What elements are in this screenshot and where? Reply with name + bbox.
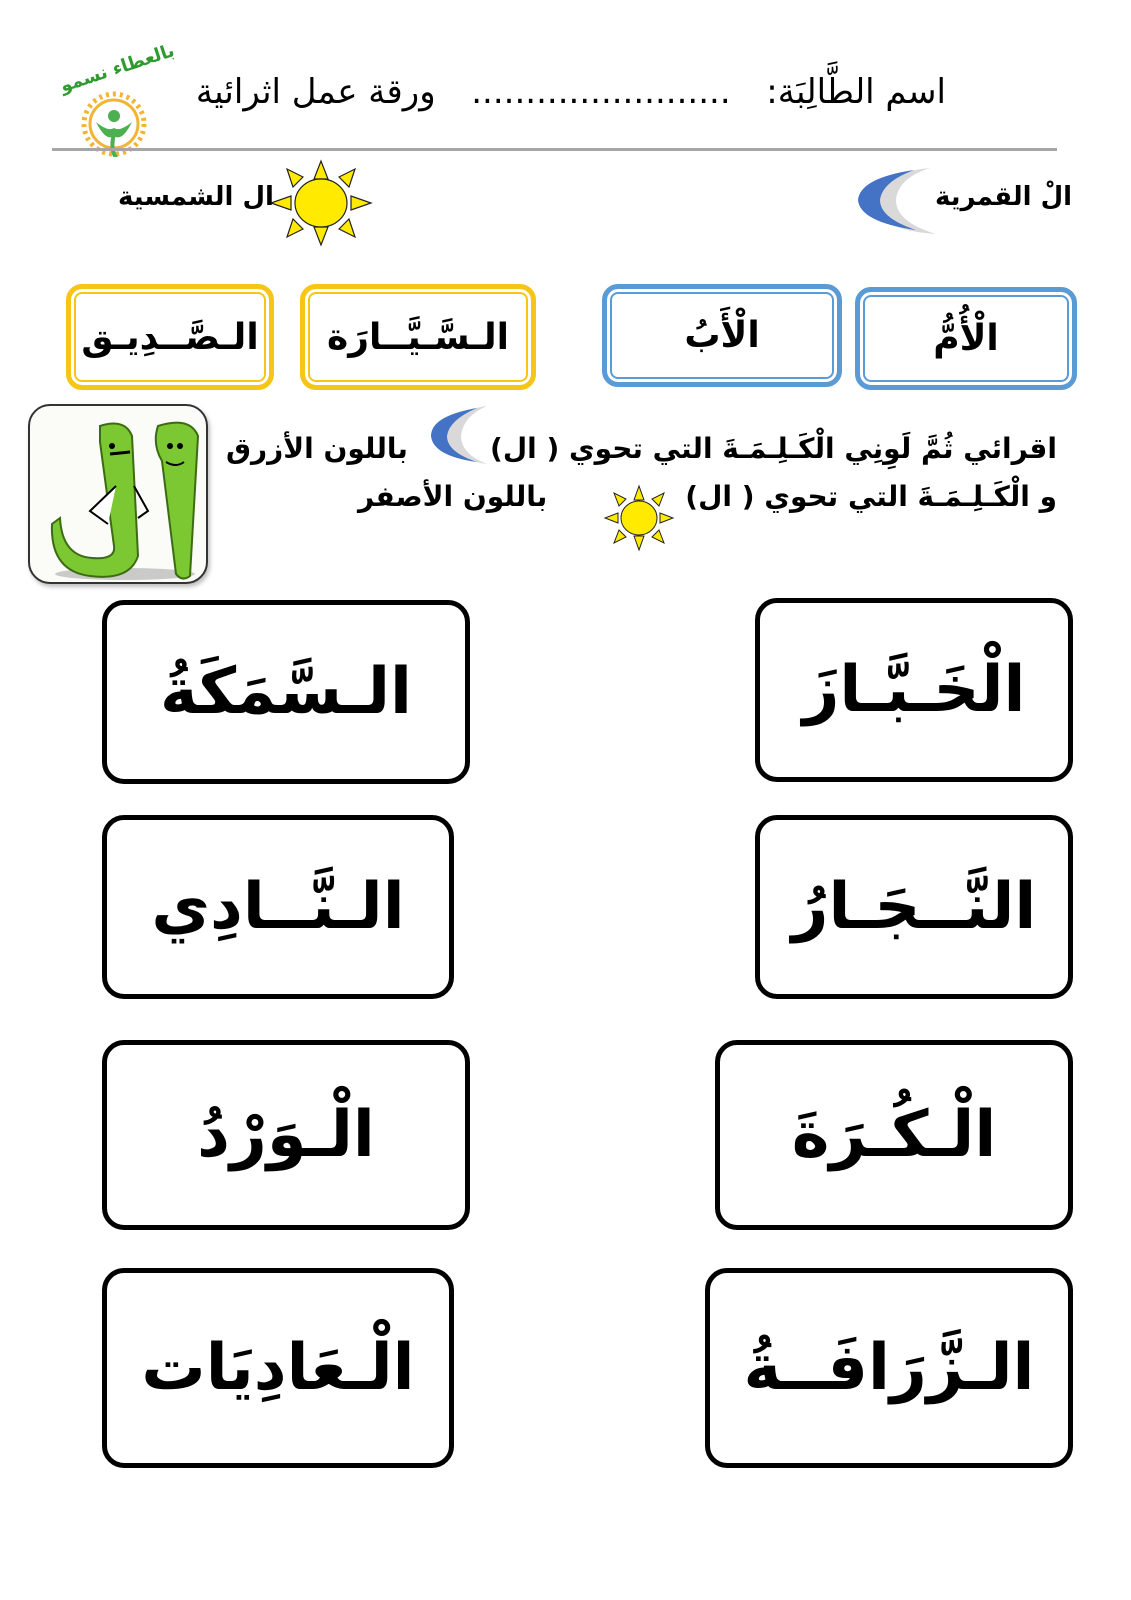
- word-card[interactable]: الـزَّرَافَــةُ: [705, 1268, 1073, 1468]
- word-card[interactable]: الـسَّمَكَةُ: [102, 600, 470, 784]
- moon-example-word: الْأُمُّ: [855, 287, 1077, 390]
- moon-letters-label: الْ القمرية: [935, 182, 1073, 212]
- sun-example-word: الـصَّــدِيـق: [66, 284, 274, 390]
- logo-text: بالعطاء نسمو: [57, 40, 177, 97]
- word-card[interactable]: الْـعَادِيَات: [102, 1268, 454, 1468]
- instruction-yellow-color: باللون الأصفر: [358, 480, 548, 513]
- instruction-line-1: اقرائي ثُمَّ لَوِنِي الْكَـلِـمَـةَ التي تحوي ( ال): [490, 432, 1057, 465]
- alef-lam-mascot-image: [28, 404, 208, 584]
- word-card[interactable]: النَّــجَـارُ: [755, 815, 1073, 999]
- moon-example-word: الْأَبُ: [602, 284, 842, 387]
- student-name-label: اسم الطَّالِبَة:: [766, 72, 946, 112]
- word-card[interactable]: الـنَّــادِي: [102, 815, 454, 999]
- worksheet-header: [126, 62, 946, 122]
- instruction-line-2: و الْكَـلِـمَـةَ التي تحوي ( ال): [685, 480, 1057, 513]
- worksheet-title: ورقة عمل اثرائية: [195, 72, 436, 112]
- sun-icon: [603, 483, 675, 553]
- instruction-blue-color: باللون الأزرق: [226, 432, 408, 465]
- word-card[interactable]: الْـكُـرَةَ: [715, 1040, 1073, 1230]
- crescent-moon-icon: [425, 402, 495, 468]
- word-card[interactable]: الْـوَرْدُ: [102, 1040, 470, 1230]
- header-divider: [52, 148, 1057, 151]
- student-name-blank[interactable]: ........................: [471, 72, 731, 112]
- word-card[interactable]: الْخَـبَّـازَ: [755, 598, 1073, 782]
- sun-letters-label: ال الشمسية: [118, 182, 274, 212]
- sun-example-word: الـسَّـيَّــارَة: [300, 284, 536, 390]
- sun-icon: [268, 155, 374, 251]
- crescent-moon-icon: [852, 160, 942, 240]
